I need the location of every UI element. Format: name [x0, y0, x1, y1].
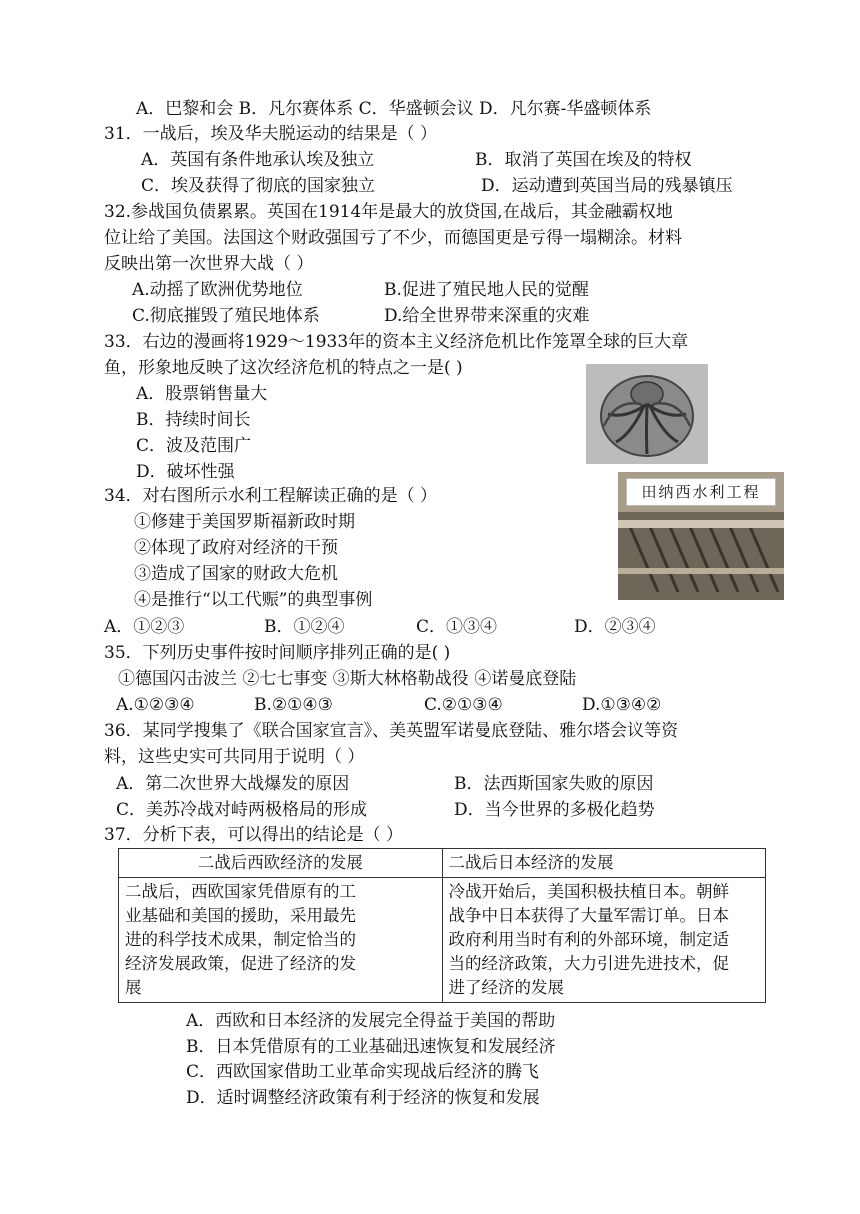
- table-cell-line: 政府利用当时有利的外部环境，制定适: [448, 930, 729, 949]
- table-cell-line: 冷战开始后，美国积极扶植日本。朝鲜: [448, 882, 729, 901]
- q35-option-b: B.②①④③: [254, 695, 333, 715]
- q36-option-d: D．当今世界的多极化趋势: [454, 800, 655, 820]
- table-cell-line: 业基础和美国的援助，采用最先: [125, 906, 356, 925]
- q36-option-c: C．美苏冷战对峙两极格局的形成: [116, 800, 368, 820]
- dam-photo-caption: 田纳西水利工程: [626, 478, 776, 506]
- q31-stem: 31．一战后，埃及华夫脱运动的结果是（ ）: [104, 124, 438, 144]
- q36-option-b: B．法西斯国家失败的原因: [454, 774, 654, 794]
- octopus-globe-illustration: [586, 364, 708, 464]
- q34-statement-3: ③造成了国家的财政大危机: [134, 564, 338, 584]
- table-row: [119, 878, 766, 1003]
- table-cell-west-europe: [119, 878, 443, 1003]
- q33-option-d: D．破坏性强: [136, 462, 235, 482]
- table-cell-japan: [442, 878, 766, 1003]
- q37-stem: 37．分析下表，可以得出的结论是（ ）: [104, 825, 404, 845]
- q32-option-d: D.给全世界带来深重的灾难: [384, 306, 590, 326]
- q32-stem-line3: 反映出第一次世界大战（ ）: [104, 254, 314, 274]
- q34-statement-2: ②体现了政府对经济的干预: [134, 538, 338, 558]
- q35-option-d: D.①③④②: [582, 695, 662, 715]
- q37-option-b: B．日本凭借原有的工业基础迅速恢复和发展经济: [186, 1037, 556, 1057]
- table-cell-line: 展: [125, 978, 142, 997]
- q35-option-c: C.②①③④: [424, 695, 503, 715]
- q33-option-b: B．持续时间长: [136, 410, 251, 430]
- q34-option-d: D．②③④: [574, 617, 656, 637]
- q34-option-a: A．①②③: [104, 617, 185, 637]
- table-cell-line: 二战后，西欧国家凭借原有的工: [125, 882, 356, 901]
- q36-stem-line1: 36．某同学搜集了《联合国家宣言》、美英盟军诺曼底登陆、雅尔塔会议等资: [104, 721, 679, 741]
- q32-stem-line1: 32.参战国负债累累。英国在1914年是最大的放贷国,在战后，其金融霸权地: [104, 202, 673, 222]
- q31-option-d: D．运动遭到英国当局的残暴镇压: [481, 176, 733, 196]
- tennessee-dam-photo: [618, 472, 784, 600]
- q30-options: A．巴黎和会 B．凡尔赛体系 C．华盛顿会议 D．凡尔赛-华盛顿体系: [136, 99, 652, 119]
- economy-comparison-table: [118, 848, 766, 1003]
- table-header-japan: 二战后日本经济的发展: [442, 849, 766, 878]
- table-cell-line: 当的经济政策，大力引进先进技术，促: [448, 954, 729, 973]
- table-cell-line: 战争中日本获得了大量军需订单。日本: [448, 906, 729, 925]
- q32-option-b: B.促进了殖民地人民的觉醒: [384, 280, 589, 300]
- table-cell-line: 进的科学技术成果，制定恰当的: [125, 930, 356, 949]
- q33-stem-line2: 鱼，形象地反映了这次经济危机的特点之一是( ): [104, 358, 463, 378]
- q34-statement-1: ①修建于美国罗斯福新政时期: [134, 512, 355, 532]
- q34-option-b: B．①②④: [264, 617, 345, 637]
- q33-option-c: C．波及范围广: [136, 436, 252, 456]
- q36-option-a: A．第二次世界大战爆发的原因: [116, 774, 350, 794]
- q31-option-c: C．埃及获得了彻底的国家独立: [141, 176, 376, 196]
- q36-stem-line2: 料，这些史实可共同用于说明（ ）: [104, 747, 365, 767]
- q31-option-b: B．取消了英国在埃及的特权: [475, 150, 692, 170]
- table-cell-line: 经济发展政策，促进了经济的发: [125, 954, 356, 973]
- q35-option-a: A.①②③④: [116, 695, 195, 715]
- q37-option-d: D．适时调整经济政策有利于经济的恢复和发展: [186, 1088, 540, 1108]
- q34-stem: 34．对右图所示水利工程解读正确的是（ ）: [104, 486, 438, 506]
- q32-stem-line2: 位让给了美国。法国这个财政强国亏了不少，而德国更是亏得一塌糊涂。材料: [104, 228, 682, 248]
- q32-option-a: A.动摇了欧洲优势地位: [132, 280, 303, 300]
- q34-statement-4: ④是推行“以工代赈”的典型事例: [134, 590, 373, 610]
- q33-stem-line1: 33．右边的漫画将1929～1933年的资本主义经济危机比作笼罩全球的巨大章: [104, 332, 689, 352]
- q34-option-c: C．①③④: [416, 617, 498, 637]
- q37-option-c: C．西欧国家借助工业革命实现战后经济的腾飞: [186, 1062, 540, 1082]
- q35-events: ①德国闪击波兰 ②七七事变 ③斯大林格勒战役 ④诺曼底登陆: [118, 669, 577, 689]
- table-cell-line: 进了经济的发展: [448, 978, 564, 997]
- table-header-west-europe: 二战后西欧经济的发展: [119, 849, 443, 878]
- q31-option-a: A．英国有条件地承认埃及独立: [141, 150, 375, 170]
- octopus-cartoon-image: [586, 364, 708, 464]
- q33-option-a: A．股票销售量大: [136, 384, 268, 404]
- q37-option-a: A．西欧和日本经济的发展完全得益于美国的帮助: [186, 1011, 556, 1031]
- table-header-row: [119, 849, 766, 878]
- q32-option-c: C.彻底摧毁了殖民地体系: [132, 306, 320, 326]
- q35-stem: 35．下列历史事件按时间顺序排列正确的是( ): [104, 643, 451, 663]
